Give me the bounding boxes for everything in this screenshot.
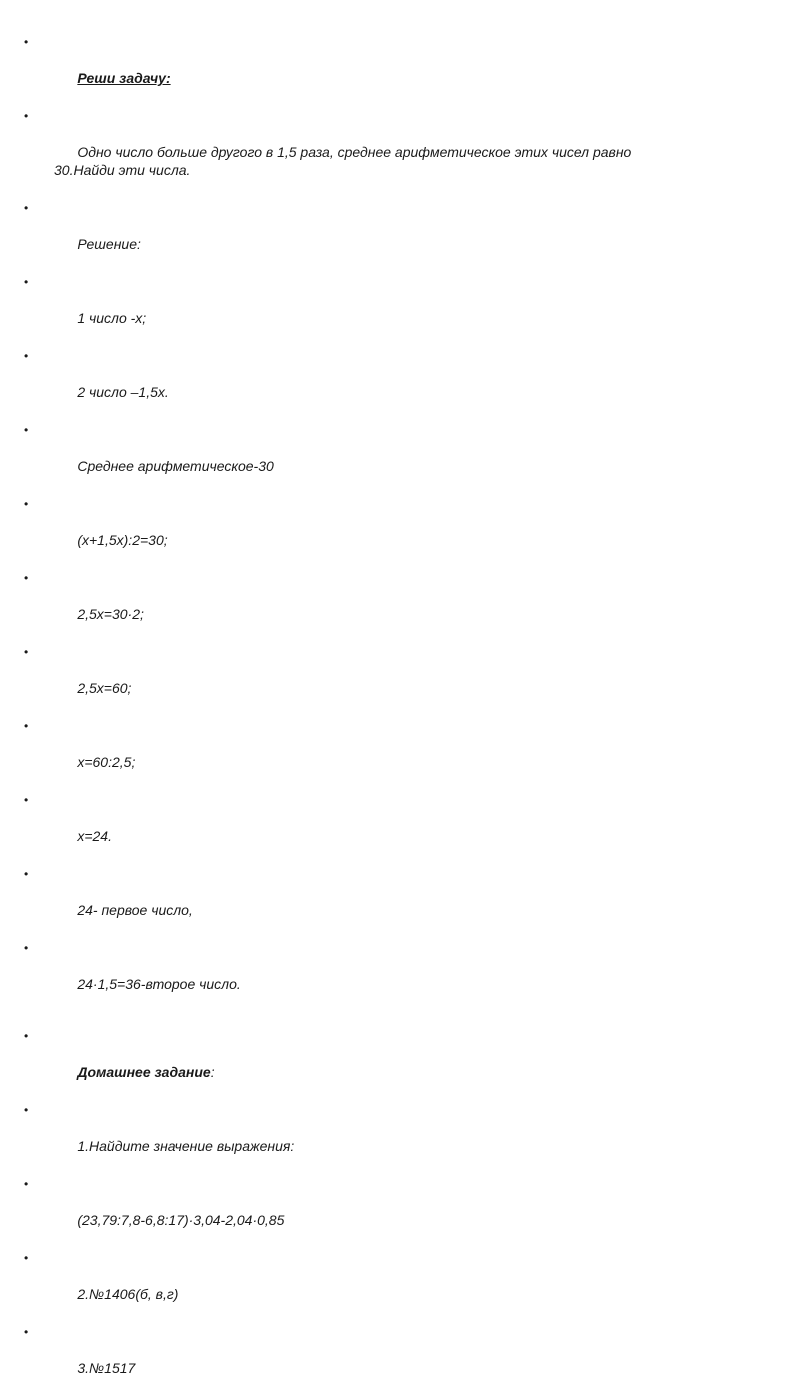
homework-line — [24, 1175, 664, 1247]
task-text: Одно число больше другого в 1,5 раза, среднее арифметическое этих чисел равно 30.Найди эти числа. — [54, 144, 636, 178]
bullet-icon: • — [24, 349, 29, 363]
task-heading-item — [24, 33, 664, 105]
homework-heading: Домашнее задание — [77, 1064, 211, 1080]
bullet-icon: • — [24, 423, 29, 437]
bullet-icon: • — [24, 109, 29, 123]
homework-text: (23,79:7,8-6,8:17)·3,04-2,04·0,85 — [77, 1212, 285, 1228]
solution-line — [24, 569, 664, 641]
bullet-icon: • — [24, 1103, 29, 1117]
bullet-icon: • — [24, 793, 29, 807]
bullet-icon: • — [24, 35, 29, 49]
solution-text: x=24. — [77, 828, 112, 844]
solution-line — [24, 939, 664, 1011]
solution-line — [24, 199, 664, 271]
solution-text: 2,5x=60; — [77, 680, 132, 696]
homework-line — [24, 1101, 664, 1173]
homework-text: 1.Найдите значение выражения: — [77, 1138, 295, 1154]
solution-line — [24, 643, 664, 715]
bullet-icon: • — [24, 867, 29, 881]
solution-text: 1 число -x; — [77, 310, 147, 326]
bullet-icon: • — [24, 201, 29, 215]
solution-text: Решение: — [77, 236, 141, 252]
solution-line — [24, 347, 664, 419]
task-text-item — [24, 107, 664, 197]
solution-line — [24, 717, 664, 789]
homework-text: 2.№1406(б, в,г) — [77, 1286, 179, 1302]
bullet-icon: • — [24, 571, 29, 585]
bullet-icon: • — [24, 941, 29, 955]
bullet-icon: • — [24, 719, 29, 733]
homework-heading-colon: : — [210, 1064, 215, 1080]
solution-text: (x+1,5x):2=30; — [77, 532, 168, 548]
solution-text: 2,5x=30·2; — [77, 606, 144, 622]
solution-line — [24, 865, 664, 937]
solution-text: 2 число –1,5x. — [77, 384, 169, 400]
bullet-icon: • — [24, 645, 29, 659]
bullet-icon: • — [24, 1177, 29, 1191]
solution-text: 24- первое число, — [77, 902, 193, 918]
homework-line — [24, 1323, 664, 1395]
solution-text: x=60:2,5; — [77, 754, 136, 770]
solution-line — [24, 495, 664, 567]
bullet-icon: • — [24, 275, 29, 289]
bullet-icon: • — [24, 1325, 29, 1339]
solution-text: Среднее арифметическое-30 — [77, 458, 274, 474]
bullet-icon: • — [24, 497, 29, 511]
solution-line — [24, 273, 664, 345]
solution-line — [24, 421, 664, 493]
bullet-icon: • — [24, 1251, 29, 1265]
solution-text: 24·1,5=36-второе число. — [77, 976, 241, 992]
task-heading: Реши задачу: — [77, 70, 171, 86]
homework-heading-item — [24, 1027, 664, 1099]
bullet-list — [24, 33, 664, 1397]
homework-text: 3.№1517 — [77, 1360, 136, 1376]
spacer — [24, 1013, 664, 1027]
solution-line — [24, 791, 664, 863]
homework-line — [24, 1249, 664, 1321]
bullet-icon: • — [24, 1029, 29, 1043]
